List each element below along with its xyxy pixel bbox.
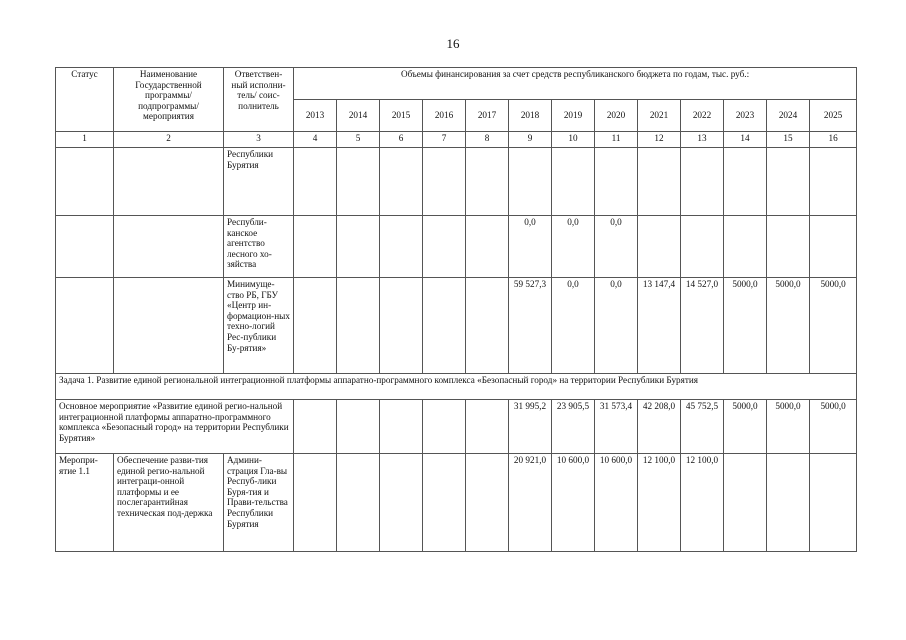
year-cell: 2015 [380,100,423,132]
col-number: 13 [681,132,724,148]
column-numbers-row [56,132,857,148]
main-event-row [56,400,857,454]
value-cell [337,216,380,278]
task-row [56,374,857,400]
value-cell [552,148,595,216]
status-cell: Меропри-ятие 1.1 [56,454,114,552]
status-cell [56,148,114,216]
value-cell [724,216,767,278]
value-cell: 31 573,4 [595,400,638,454]
table-row [56,148,857,216]
value-cell [681,148,724,216]
value-cell [380,216,423,278]
header-status: Статус [56,68,114,132]
col-number: 7 [423,132,466,148]
col-number: 11 [595,132,638,148]
value-cell: 23 905,5 [552,400,595,454]
col-number: 9 [509,132,552,148]
value-cell: 59 527,3 [509,278,552,374]
value-cell [337,148,380,216]
value-cell: 42 208,0 [638,400,681,454]
value-cell: 13 147,4 [638,278,681,374]
value-cell [380,278,423,374]
value-cell [638,216,681,278]
col-number: 5 [337,132,380,148]
year-cell: 2019 [552,100,595,132]
year-cell: 2023 [724,100,767,132]
year-cell: 2020 [595,100,638,132]
event-1-1-row [56,454,857,552]
value-cell [767,454,810,552]
value-cell [595,148,638,216]
value-cell: 31 995,2 [509,400,552,454]
value-cell [423,400,466,454]
value-cell [423,148,466,216]
value-cell [681,216,724,278]
value-cell: 20 921,0 [509,454,552,552]
year-cell: 2017 [466,100,509,132]
name-cell: Обеспечение разви-тия единой регио-нальной интеграци-онной платформы и ее послегарантийная техническая под-держка [114,454,224,552]
name-cell [114,278,224,374]
col-number: 14 [724,132,767,148]
header-volumes: Объемы финансирования за счет средств республиканского бюджета по годам, тыс. руб.: [294,68,857,100]
table-row [56,278,857,374]
col-number: 15 [767,132,810,148]
value-cell [810,216,857,278]
value-cell [810,454,857,552]
value-cell [466,148,509,216]
value-cell: 12 100,0 [638,454,681,552]
col-number: 4 [294,132,337,148]
page-number: 16 [446,36,460,51]
value-cell: 45 752,5 [681,400,724,454]
value-cell [380,454,423,552]
value-cell [638,148,681,216]
value-cell [294,216,337,278]
col-number: 8 [466,132,509,148]
responsible-cell: Минимуще-ство РБ, ГБУ «Центр ин-формацион-ных техно-логий Рес-публики Бу-рятия» [224,278,294,374]
value-cell [767,148,810,216]
name-cell [114,148,224,216]
value-cell [466,454,509,552]
value-cell [724,148,767,216]
col-number: 6 [380,132,423,148]
col-number: 2 [114,132,224,148]
value-cell [423,454,466,552]
status-cell [56,278,114,374]
col-number: 12 [638,132,681,148]
value-cell: 5000,0 [724,278,767,374]
value-cell [466,278,509,374]
value-cell [724,454,767,552]
year-cell: 2025 [810,100,857,132]
value-cell: 0,0 [509,216,552,278]
value-cell [337,278,380,374]
responsible-cell: Админи-страция Гла-вы Респуб-лики Буря-тия и Прави-тельства Республики Бурятия [224,454,294,552]
value-cell [380,400,423,454]
name-cell [114,216,224,278]
value-cell [337,400,380,454]
main-event-name: Основное мероприятие «Развитие единой регио-нальной интеграционной платформы аппаратно-программного комплекса «Безопасный город» на территории Республики Бурятия» [56,400,294,454]
year-cell: 2022 [681,100,724,132]
year-cell: 2018 [509,100,552,132]
value-cell [294,148,337,216]
value-cell [810,148,857,216]
table-row [56,216,857,278]
value-cell: 10 600,0 [552,454,595,552]
value-cell: 5000,0 [724,400,767,454]
budget-table [55,67,857,552]
value-cell [509,148,552,216]
value-cell: 0,0 [595,278,638,374]
value-cell [423,278,466,374]
value-cell: 10 600,0 [595,454,638,552]
value-cell [337,454,380,552]
value-cell: 0,0 [552,278,595,374]
value-cell: 0,0 [595,216,638,278]
header-responsible: Ответствен-ный исполни-тель/ соис-полнитель [224,68,294,132]
year-cell: 2013 [294,100,337,132]
value-cell [767,216,810,278]
value-cell: 0,0 [552,216,595,278]
value-cell [294,454,337,552]
year-cell: 2021 [638,100,681,132]
value-cell: 5000,0 [810,278,857,374]
year-cell: 2014 [337,100,380,132]
col-number: 1 [56,132,114,148]
value-cell [380,148,423,216]
value-cell [423,216,466,278]
value-cell [466,216,509,278]
col-number: 16 [810,132,857,148]
value-cell [466,400,509,454]
year-cell: 2024 [767,100,810,132]
value-cell [294,400,337,454]
value-cell: 5000,0 [810,400,857,454]
value-cell: 5000,0 [767,278,810,374]
value-cell: 12 100,0 [681,454,724,552]
col-number: 10 [552,132,595,148]
value-cell: 5000,0 [767,400,810,454]
task-title: Задача 1. Развитие единой региональной интеграционной платформы аппаратно-программного комплекса «Безопасный город» на территории Республики Бурятия [56,374,857,400]
col-number: 3 [224,132,294,148]
responsible-cell: Республики Бурятия [224,148,294,216]
status-cell [56,216,114,278]
responsible-cell: Республи-канское агентство лесного хо-зяйства [224,216,294,278]
value-cell: 14 527,0 [681,278,724,374]
value-cell [294,278,337,374]
year-cell: 2016 [423,100,466,132]
header-name: Наименование Государственной программы/ подпрограммы/ мероприятия [114,68,224,132]
